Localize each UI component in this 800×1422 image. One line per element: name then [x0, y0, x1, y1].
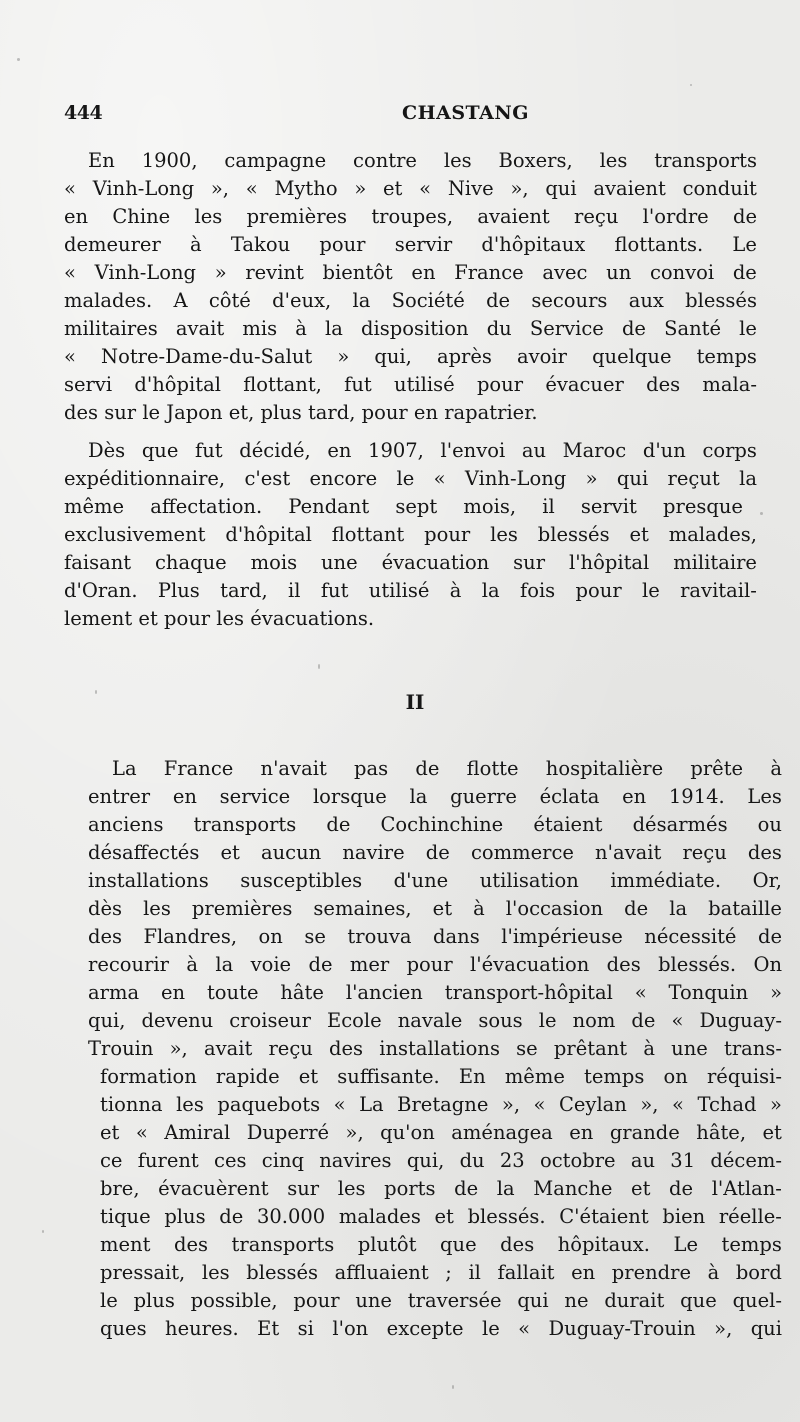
running-title: CHASTANG: [402, 102, 529, 124]
text-line: formation rapide et suffisante. En même temps on réquisi-: [100, 1065, 782, 1088]
text-line: « Vinh-Long » revint bientôt en France avec un convoi de: [64, 261, 757, 284]
text-line: tique plus de 30.000 malades et blessés. C'étaient bien réelle-: [100, 1205, 782, 1228]
text-line: d'Oran. Plus tard, il fut utilisé à la fois pour le ravitail-: [64, 579, 757, 602]
text-line: Trouin », avait reçu des installations se prêtant à une trans-: [88, 1037, 782, 1060]
paper-speck: [690, 84, 692, 86]
text-line: demeurer à Takou pour servir d'hôpitaux flottants. Le: [64, 233, 757, 256]
text-line: arma en toute hâte l'ancien transport-hôpital « Tonquin »: [88, 981, 782, 1004]
text-line: militaires avait mis à la disposition du Service de Santé le: [64, 317, 757, 340]
text-line: des Flandres, on se trouva dans l'impérieuse nécessité de: [88, 925, 782, 948]
text-line: ce furent ces cinq navires qui, du 23 octobre au 31 décem-: [100, 1149, 782, 1172]
text-line: et « Amiral Duperré », qu'on aménagea en grande hâte, et: [100, 1121, 782, 1144]
text-line: recourir à la voie de mer pour l'évacuation des blessés. On: [88, 953, 782, 976]
text-line: Dès que fut décidé, en 1907, l'envoi au Maroc d'un corps: [88, 439, 757, 462]
text-line: lement et pour les évacuations.: [64, 607, 375, 630]
text-line: En 1900, campagne contre les Boxers, les transports: [88, 149, 757, 172]
paper-speck: [452, 1385, 454, 1389]
text-line: bre, évacuèrent sur les ports de la Manche et de l'Atlan-: [100, 1177, 782, 1200]
text-line: qui, devenu croiseur Ecole navale sous le nom de « Duguay-: [88, 1009, 782, 1032]
text-line: dès les premières semaines, et à l'occasion de la bataille: [88, 897, 782, 920]
text-line: « Notre-Dame-du-Salut » qui, après avoir quelque temps: [64, 345, 757, 368]
text-line: servi d'hôpital flottant, fut utilisé pour évacuer des mala-: [64, 373, 757, 396]
text-line: anciens transports de Cochinchine étaient désarmés ou: [88, 813, 782, 836]
section-heading: II: [405, 690, 425, 714]
text-line: exclusivement d'hôpital flottant pour les blessés et malades,: [64, 523, 757, 546]
paper-speck: [95, 690, 97, 694]
paper-speck: [42, 1230, 44, 1233]
text-line: faisant chaque mois une évacuation sur l'hôpital militaire: [64, 551, 757, 574]
text-line: malades. A côté d'eux, la Société de secours aux blessés: [64, 289, 757, 312]
text-line: pressait, les blessés affluaient ; il fallait en prendre à bord: [100, 1261, 782, 1284]
text-line: installations susceptibles d'une utilisation immédiate. Or,: [88, 869, 782, 892]
text-line: La France n'avait pas de flotte hospitalière prête à: [112, 757, 782, 780]
text-line: expéditionnaire, c'est encore le « Vinh-Long » qui reçut la: [64, 467, 757, 490]
page-number: 444: [64, 102, 103, 124]
text-line: le plus possible, pour une traversée qui ne durait que quel-: [100, 1289, 782, 1312]
text-line: entrer en service lorsque la guerre éclata en 1914. Les: [88, 785, 782, 808]
paper-speck: [760, 512, 763, 515]
text-line: désaffectés et aucun navire de commerce n'avait reçu des: [88, 841, 782, 864]
text-line: en Chine les premières troupes, avaient reçu l'ordre de: [64, 205, 757, 228]
paper-speck: [17, 58, 20, 61]
text-line: tionna les paquebots « La Bretagne », « Ceylan », « Tchad »: [100, 1093, 782, 1116]
text-line: ques heures. Et si l'on excepte le « Duguay-Trouin », qui: [100, 1317, 782, 1340]
page-header: [64, 102, 754, 126]
text-line: « Vinh-Long », « Mytho » et « Nive », qui avaient conduit: [64, 177, 757, 200]
paper-speck: [318, 664, 320, 669]
text-line: même affectation. Pendant sept mois, il servit presque: [64, 495, 743, 518]
text-line: des sur le Japon et, plus tard, pour en rapatrier.: [64, 401, 538, 424]
text-line: ment des transports plutôt que des hôpitaux. Le temps: [100, 1233, 782, 1256]
